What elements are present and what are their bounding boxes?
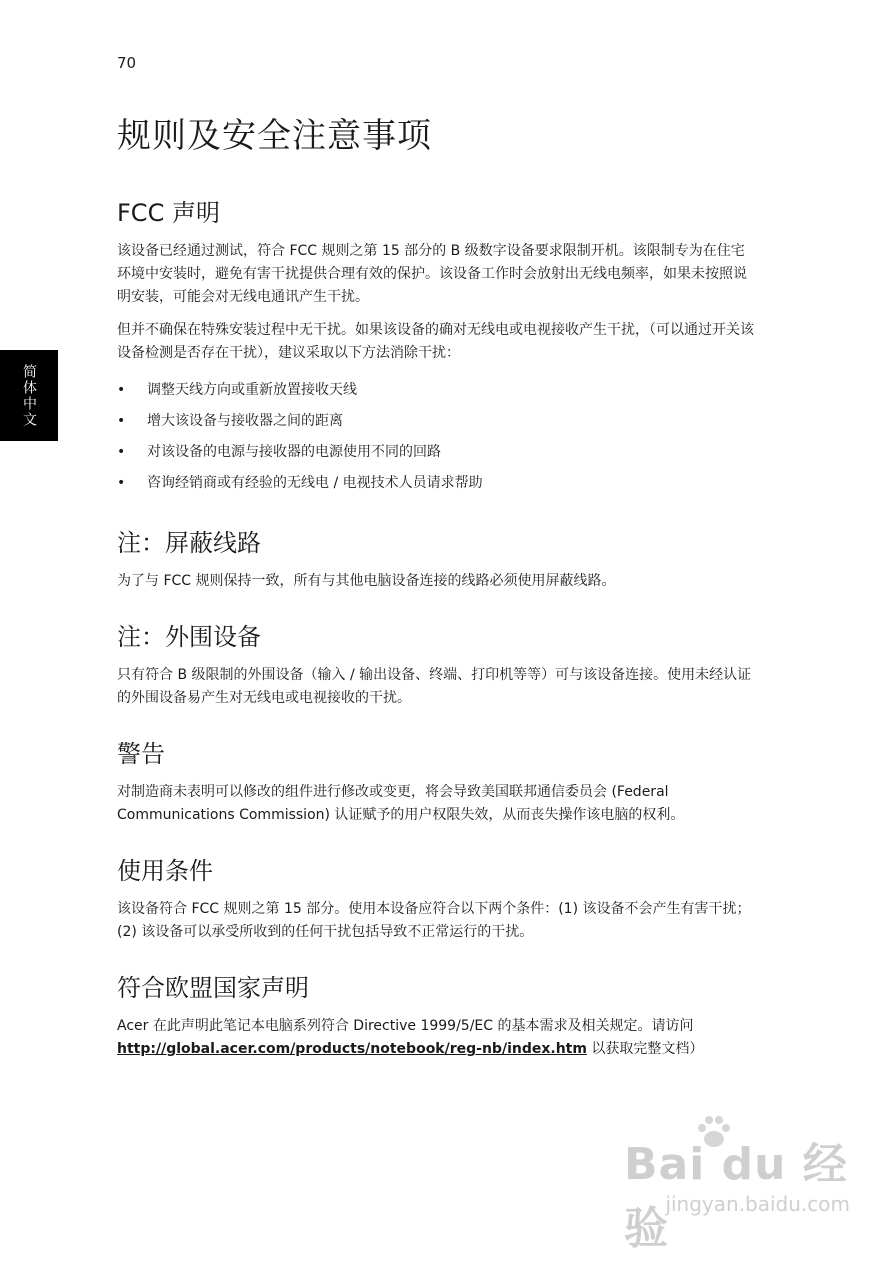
peripheral-section (117, 617, 757, 710)
warning-paragraph: 对制造商未表明可以修改的组件进行修改或变更，将会导致美国联邦通信委员会 (Federal Communications Commission) 认证赋予的用户权限失效，从而丧失操作该电脑的权利。 (117, 784, 685, 823)
watermark-url: jingyan.baidu.com (665, 1192, 850, 1216)
list-item: • 增大该设备与接收器之间的距离 (117, 406, 757, 437)
eu-compliance-section (117, 968, 757, 1061)
list-item: • 咨询经销商或有经验的无线电 / 电视技术人员请求帮助 (117, 468, 757, 499)
acer-regulatory-link[interactable]: http://global.acer.com/products/notebook/reg-nb/index.htm (117, 1041, 587, 1057)
conditions-heading: 使用条件 (117, 857, 213, 885)
list-item: • 调整天线方向或重新放置接收天线 (117, 375, 757, 406)
shielded-paragraph: 为了与 FCC 规则保持一致，所有与其他电脑设备连接的线路必须使用屏蔽线路。 (117, 573, 616, 589)
peripheral-paragraph: 只有符合 B 级限制的外围设备（输入 / 输出设备、终端、打印机等等）可与该设备连接。使用未经认证的外围设备易产生对无线电或电视接收的干扰。 (117, 667, 752, 706)
warning-heading: 警告 (117, 740, 165, 768)
interference-remedy-list (117, 375, 757, 499)
shielded-cables-section (117, 523, 757, 593)
baidu-jingyan-watermark (624, 1128, 854, 1254)
fcc-section (117, 193, 757, 499)
peripheral-heading: 注：外围设备 (117, 623, 261, 651)
eu-paragraph: Acer 在此声明此笔记本电脑系列符合 Directive 1999/5/EC 的基本需求及相关规定。请访问 http://global.acer.com/products/notebook/reg-nb/index.htm 以获取完整文档） (117, 1018, 704, 1057)
list-item: • 对该设备的电源与接收器的电源使用不同的回路 (117, 437, 757, 468)
language-side-tab (0, 350, 58, 441)
page-title: 规则及安全注意事项 (117, 116, 432, 156)
conditions-section (117, 851, 757, 944)
conditions-paragraph: 该设备符合 FCC 规则之第 15 部分。使用本设备应符合以下两个条件：(1) 该设备不会产生有害干扰； (2) 该设备可以承受所收到的任何干扰包括导致不正常运行的干扰。 (117, 901, 751, 940)
bullet-icon: • (117, 382, 126, 398)
bullet-icon: • (117, 475, 126, 491)
page-number: 70 (117, 54, 137, 72)
eu-heading: 符合欧盟国家声明 (117, 974, 309, 1002)
side-tab-label: 简体中文 (21, 363, 37, 428)
fcc-paragraph-2: 但并不确保在特殊安装过程中无干扰。如果该设备的确对无线电或电视接收产生干扰，（可以通过开关该设备检测是否存在干扰），建议采取以下方法消除干扰： (117, 322, 754, 361)
bullet-icon: • (117, 444, 126, 460)
fcc-heading: FCC 声明 (117, 199, 220, 227)
document-body (117, 108, 757, 1085)
fcc-paragraph-1: 该设备已经通过测试，符合 FCC 规则之第 15 部分的 B 级数字设备要求限制开机。该限制专为在住宅环境中安装时，避免有害干扰提供合理有效的保护。该设备工作时会放射出无线电频率，如果未按照说明安装，可能会对无线电通讯产生干扰。 (117, 243, 747, 305)
bullet-icon: • (117, 413, 126, 429)
shielded-heading: 注：屏蔽线路 (117, 529, 261, 557)
warning-section (117, 734, 757, 827)
watermark-logo-text: Bai du 经验 (624, 1139, 848, 1254)
